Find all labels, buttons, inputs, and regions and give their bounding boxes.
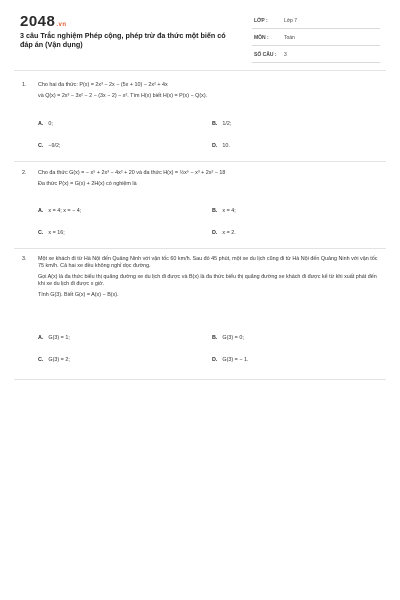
option-text: 1/2; — [222, 121, 232, 127]
meta-label-subject: MÔN : — [254, 35, 269, 41]
meta-box — [252, 14, 380, 65]
option-letter: C. — [38, 357, 44, 363]
option-letter: D. — [212, 357, 218, 363]
option-letter: D. — [212, 230, 218, 236]
option-text: x = 4; — [222, 208, 236, 214]
option-text: G(3) = 2; — [48, 357, 70, 363]
option-d[interactable] — [212, 357, 248, 364]
option-c[interactable] — [38, 143, 61, 150]
question-line: và Q(x) = 2x³ − 3x² − 2 − (3x − 2) − x². Tìm H(x) biết H(x) = P(x) − Q(x). — [38, 93, 208, 99]
option-a[interactable] — [38, 208, 81, 215]
question-divider — [14, 248, 386, 249]
question-divider — [14, 161, 386, 162]
question-2 — [22, 170, 380, 240]
option-text: −9/2; — [48, 143, 61, 149]
option-letter: A. — [38, 208, 44, 214]
meta-value-class: Lớp 7 — [284, 18, 298, 24]
option-a[interactable] — [38, 121, 53, 128]
question-body — [38, 256, 380, 303]
option-letter: C. — [38, 143, 44, 149]
option-d[interactable] — [212, 230, 236, 237]
site-logo[interactable] — [20, 13, 67, 30]
question-body — [38, 82, 380, 104]
option-text: 0; — [48, 121, 53, 127]
option-letter: A. — [38, 335, 44, 341]
question-paragraph: Tính G(3). Biết G(x) = A(x) − B(x). — [38, 292, 119, 298]
option-text: G(3) = 1; — [48, 335, 70, 341]
option-b[interactable] — [212, 208, 236, 215]
option-c[interactable] — [38, 357, 70, 364]
logo-text: 2048 — [20, 13, 56, 30]
question-line: Đa thức P(x) = G(x) + 2H(x) có nghiệm là — [38, 181, 137, 187]
option-text: G(3) = − 1. — [222, 357, 249, 363]
option-text: 10. — [222, 143, 230, 149]
option-letter: B. — [212, 121, 218, 127]
question-body — [38, 170, 380, 192]
header-divider — [14, 70, 386, 71]
question-line: Cho đa thức G(x) = − x⁵ + 2x³ − 4x² + 20 và đa thức H(x) = ½x⁵ − x³ + 2x² − 18 — [38, 170, 226, 176]
logo-suffix: .vn — [56, 22, 67, 28]
meta-value-subject: Toán — [284, 35, 295, 41]
meta-row-subject — [252, 31, 380, 46]
option-text: G(3) = 0; — [222, 335, 244, 341]
page-header — [0, 0, 400, 66]
option-letter: D. — [212, 143, 218, 149]
option-letter: B. — [212, 335, 218, 341]
option-letter: A. — [38, 121, 44, 127]
option-b[interactable] — [212, 335, 244, 342]
option-c[interactable] — [38, 230, 65, 237]
option-d[interactable] — [212, 143, 230, 150]
question-divider — [14, 379, 386, 380]
meta-label-count: SỐ CÂU : — [254, 52, 277, 58]
question-1 — [22, 82, 380, 152]
meta-row-class — [252, 14, 380, 29]
option-letter: B. — [212, 208, 218, 214]
meta-row-count — [252, 48, 380, 63]
meta-label-class: LỚP : — [254, 18, 268, 24]
option-text: x = 4; x = − 4; — [48, 208, 82, 214]
document-title: 3 câu Trắc nghiệm Phép cộng, phép trừ đa thức một biến có đáp án (Vận dụng) — [20, 31, 226, 49]
option-a[interactable] — [38, 335, 70, 342]
question-paragraph: Một xe khách đi từ Hà Nội đến Quảng Ninh với vận tốc 60 km/h. Sau đó 45 phút, một xe du lịch cũng đi từ Hà Nội đến Quảng Ninh với vận tốc 75 km/h. Cả hai xe đều không nghỉ dọc đường. — [38, 256, 378, 269]
option-b[interactable] — [212, 121, 231, 128]
option-letter: C. — [38, 230, 44, 236]
option-text: x = 16; — [48, 230, 65, 236]
question-number: 2. — [22, 170, 27, 176]
option-text: x = 2. — [222, 230, 236, 236]
question-3 — [22, 256, 380, 376]
meta-value-count: 3 — [284, 52, 287, 58]
question-line: Cho hai đa thức: P(x) = 2x³ − 2x − (5x + 10) − 2x² + 4x — [38, 82, 168, 88]
question-number: 3. — [22, 256, 27, 262]
question-number: 1. — [22, 82, 27, 88]
question-paragraph: Gọi A(x) là đa thức biểu thị quãng đường xe du lịch đi được và B(x) là đa thức biểu thị quãng đường xe khách đi được kể từ khi xuất phát đến khi xe du lịch đi được x giờ. — [38, 274, 377, 287]
